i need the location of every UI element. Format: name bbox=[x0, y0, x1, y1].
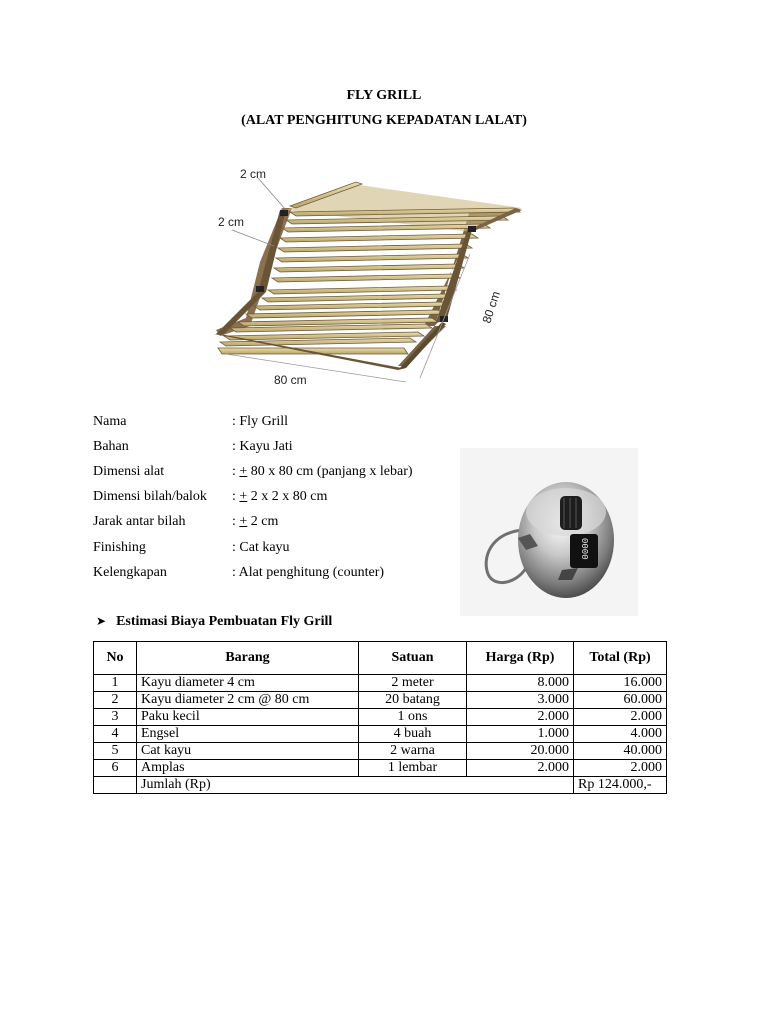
table-row bbox=[94, 692, 667, 709]
counter-knob bbox=[560, 496, 582, 530]
section-title: Estimasi Biaya Pembuatan Fly Grill bbox=[116, 614, 333, 629]
spec-value: : + 2 cm bbox=[232, 514, 279, 529]
spec-label: Dimensi alat bbox=[93, 464, 165, 479]
spec-label: Kelengkapan bbox=[93, 565, 167, 580]
cell-empty bbox=[94, 777, 137, 794]
cell-satuan: 1 ons bbox=[359, 709, 467, 726]
cell-satuan: 2 warna bbox=[359, 743, 467, 760]
hand-tally-counter-image bbox=[460, 448, 638, 616]
cell-total: 40.000 bbox=[574, 743, 667, 760]
column-header: Total (Rp) bbox=[574, 642, 667, 675]
table-row bbox=[94, 760, 667, 777]
column-header: Harga (Rp) bbox=[467, 642, 574, 675]
table-row bbox=[94, 743, 667, 760]
spec-value: : Kayu Jati bbox=[232, 439, 293, 454]
label-top-dimension: 2 cm bbox=[240, 167, 267, 181]
cell-barang: Paku kecil bbox=[137, 709, 359, 726]
label-side-dimension: 2 cm bbox=[218, 215, 245, 229]
spec-label: Jarak antar bilah bbox=[93, 514, 186, 529]
spec-label: Bahan bbox=[93, 439, 129, 454]
cost-estimate-table bbox=[93, 641, 667, 794]
cell-harga: 8.000 bbox=[467, 675, 574, 692]
column-header: Barang bbox=[137, 642, 359, 675]
table-row bbox=[94, 709, 667, 726]
label-length-dimension: 80 cm bbox=[479, 289, 503, 325]
spec-value: : + 2 x 2 x 80 cm bbox=[232, 489, 328, 504]
total-value: Rp 124.000,- bbox=[574, 777, 667, 794]
cell-no: 5 bbox=[94, 743, 137, 760]
table-header-row bbox=[94, 642, 667, 675]
spec-label: Dimensi bilah/balok bbox=[93, 489, 207, 504]
spec-value: : + 80 x 80 cm (panjang x lebar) bbox=[232, 464, 413, 479]
spec-value: : Alat penghitung (counter) bbox=[232, 565, 385, 580]
cell-no: 6 bbox=[94, 760, 137, 777]
arrow-bullet-icon: ➤ bbox=[96, 614, 107, 628]
cell-no: 2 bbox=[94, 692, 137, 709]
document-title: FLY GRILL bbox=[346, 88, 422, 103]
cell-no: 1 bbox=[94, 675, 137, 692]
table-total-row bbox=[94, 777, 667, 794]
cell-satuan: 2 meter bbox=[359, 675, 467, 692]
cell-satuan: 20 batang bbox=[359, 692, 467, 709]
total-label: Jumlah (Rp) bbox=[137, 777, 574, 794]
column-header: Satuan bbox=[359, 642, 467, 675]
cell-total: 4.000 bbox=[574, 726, 667, 743]
counter-display: 0000 bbox=[579, 538, 589, 560]
cell-harga: 3.000 bbox=[467, 692, 574, 709]
cell-total: 60.000 bbox=[574, 692, 667, 709]
cell-satuan: 4 buah bbox=[359, 726, 467, 743]
spec-value: : Cat kayu bbox=[232, 540, 290, 555]
document-subtitle: (ALAT PENGHITUNG KEPADATAN LALAT) bbox=[241, 113, 527, 128]
table-row bbox=[94, 726, 667, 743]
cell-total: 2.000 bbox=[574, 760, 667, 777]
cell-harga: 2.000 bbox=[467, 760, 574, 777]
cell-barang: Amplas bbox=[137, 760, 359, 777]
cell-barang: Kayu diameter 4 cm bbox=[137, 675, 359, 692]
table-row bbox=[94, 675, 667, 692]
spec-label: Nama bbox=[93, 414, 127, 429]
spec-label: Finishing bbox=[93, 540, 146, 555]
cell-total: 16.000 bbox=[574, 675, 667, 692]
cell-barang: Kayu diameter 2 cm @ 80 cm bbox=[137, 692, 359, 709]
section-heading bbox=[96, 614, 332, 630]
hinge-icon bbox=[280, 210, 288, 216]
cell-no: 4 bbox=[94, 726, 137, 743]
label-width-dimension: 80 cm bbox=[274, 373, 307, 387]
cell-harga: 1.000 bbox=[467, 726, 574, 743]
cell-satuan: 1 lembar bbox=[359, 760, 467, 777]
fly-grill-illustration bbox=[210, 158, 530, 390]
cell-no: 3 bbox=[94, 709, 137, 726]
column-header: No bbox=[94, 642, 137, 675]
cell-harga: 2.000 bbox=[467, 709, 574, 726]
cell-barang: Engsel bbox=[137, 726, 359, 743]
spec-value: : Fly Grill bbox=[232, 414, 289, 429]
cell-total: 2.000 bbox=[574, 709, 667, 726]
cell-harga: 20.000 bbox=[467, 743, 574, 760]
cell-barang: Cat kayu bbox=[137, 743, 359, 760]
